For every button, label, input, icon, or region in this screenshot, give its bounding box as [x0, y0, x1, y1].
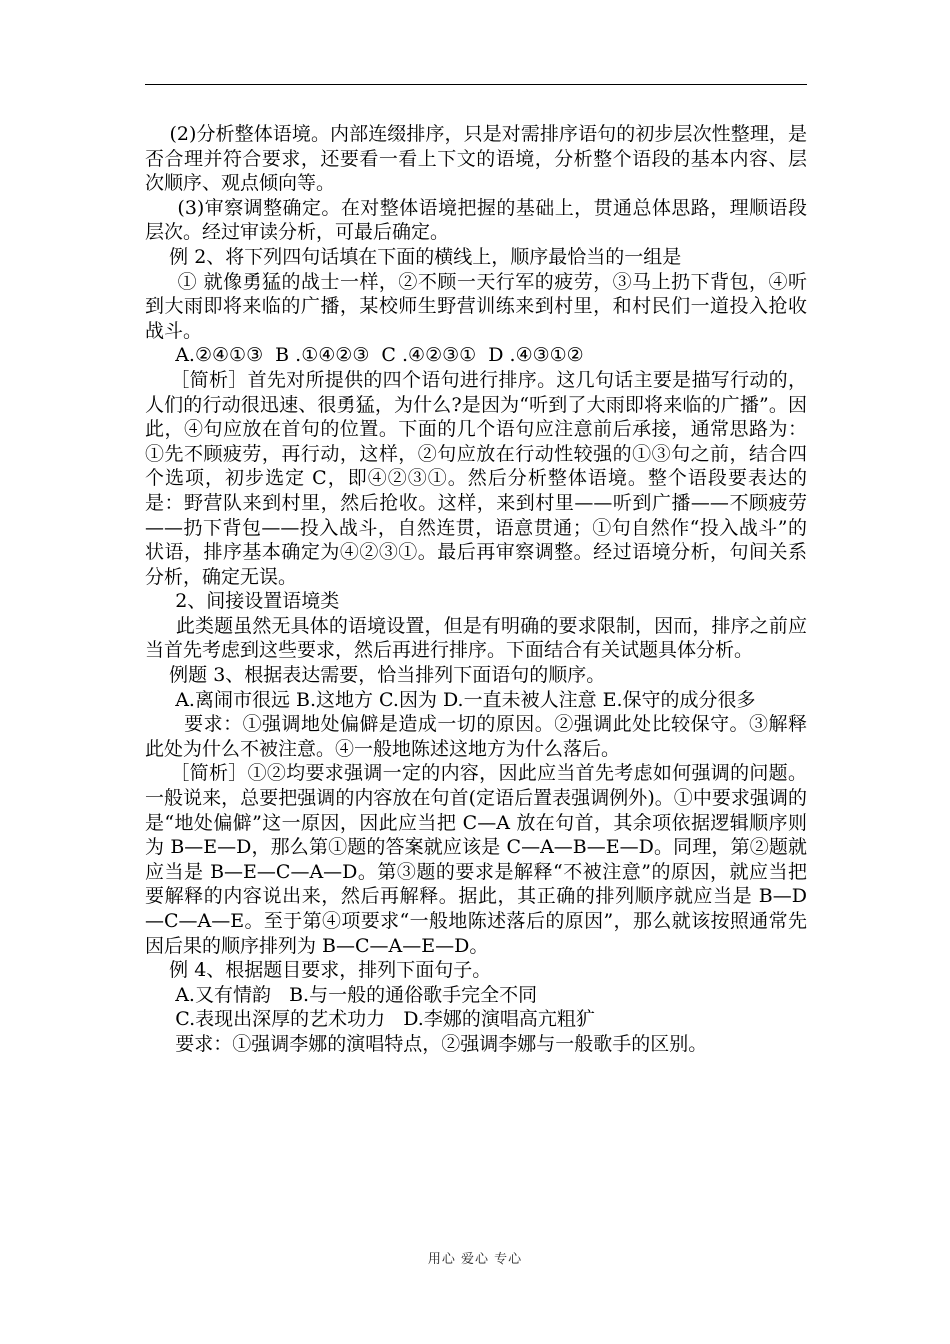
paragraph: 此类题虽然无具体的语境设置，但是有明确的要求限制，因而，排序之前应当首先考虑到这些要求，然后再进行排序。下面结合有关试题具体分析。	[145, 614, 807, 662]
paragraph: 例题 3、根据表达需要，恰当排列下面语句的顺序。	[145, 664, 606, 687]
paragraph: A.离闹市很远 B.这地方 C.因为 D.一直未被人注意 E.保守的成分很多	[145, 688, 756, 711]
paragraph: 例 4、根据题目要求，排列下面句子。	[145, 959, 492, 982]
paragraph: 2、间接设置语境类	[145, 590, 340, 613]
paragraph: (3)审察调整确定。在对整体语境把握的基础上，贯通总体思路，理顺语段层次。经过审读分析，可最后确定。	[145, 196, 807, 244]
paragraph: ［简析］首先对所提供的四个语句进行排序。这几句话主要是描写行动的，人们的行动很迅速、很勇猛，为什么?是因为“听到了大雨即将来临的广播”。因此，④句应放在首句的位置。下面的几个语句应注意前后承接，通常思路为：①先不顾疲劳，再行动，这样，②句应放在行动性较强的①③句之前，结合四个选项，初步选定 C，即④②③①。然后分析整体语境。整个语段要表达的是：野营队来到村里，然后抢收。这样，来到村里——听到广播——不顾疲劳——扔下背包——投入战斗，自然连贯，语意贯通；①句自然作“投入战斗”的状语，排序基本确定为④②③①。最后再审察调整。经过语境分析，句间关系分析，确定无误。	[145, 368, 807, 588]
document-body	[145, 122, 807, 1057]
paragraph: A.又有情韵 B.与一般的通俗歌手完全不同	[145, 983, 538, 1006]
paragraph: A.②④①③ B .①④②③ C .④②③① D .④③①②	[145, 344, 584, 367]
paragraph: 要求：①强调李娜的演唱特点，②强调李娜与一般歌手的区别。	[145, 1032, 708, 1055]
paragraph: 要求：①强调地处偏僻是造成一切的原因。②强调此处比较保守。③解释此处为什么不被注意。④一般地陈述这地方为什么落后。	[145, 713, 807, 760]
header-rule	[145, 84, 807, 85]
page-footer: 用心 爱心 专心	[427, 1252, 523, 1267]
paragraph: C.表现出深厚的艺术功力 D.李娜的演唱高亢粗犷	[145, 1008, 595, 1031]
paragraph: (2)分析整体语境。内部连缀排序，只是对需排序语句的初步层次性整理，是否合理并符合要求，还要看一看上下文的语境，分析整个语段的基本内容、层次顺序、观点倾向等。	[145, 123, 807, 195]
paragraph: ① 就像勇猛的战士一样，②不顾一天行军的疲劳，③马上扔下背包，④听到大雨即将来临的广播，某校师生野营训练来到村里，和村民们一道投入抢收战斗。	[145, 270, 808, 342]
paragraph: ［简析］①②均要求强调一定的内容，因此应当首先考虑如何强调的问题。一般说来，总要把强调的内容放在句首(定语后置表强调例外)。①中要求强调的是“地处偏僻”这一原因，因此应当把 C—A 放在句首，其余项依据逻辑顺序则为 B—E—D，那么第①题的答案就应该是 C—A—B—E—D。同理，第②题就应当是 B—E—C—A—D。第③题的要求是解释“不被注意”的原因，就应当把要解释的内容说出来，然后再解释。据此，其正确的排列顺序就应当是 B—D—C—A—E。至于第④项要求“一般地陈述落后的原因”，那么就该按照通常先因后果的顺序排列为 B—C—A—E—D。	[145, 762, 807, 957]
paragraph: 例 2、将下列四句话填在下面的横线上，顺序最恰当的一组是	[145, 245, 682, 268]
